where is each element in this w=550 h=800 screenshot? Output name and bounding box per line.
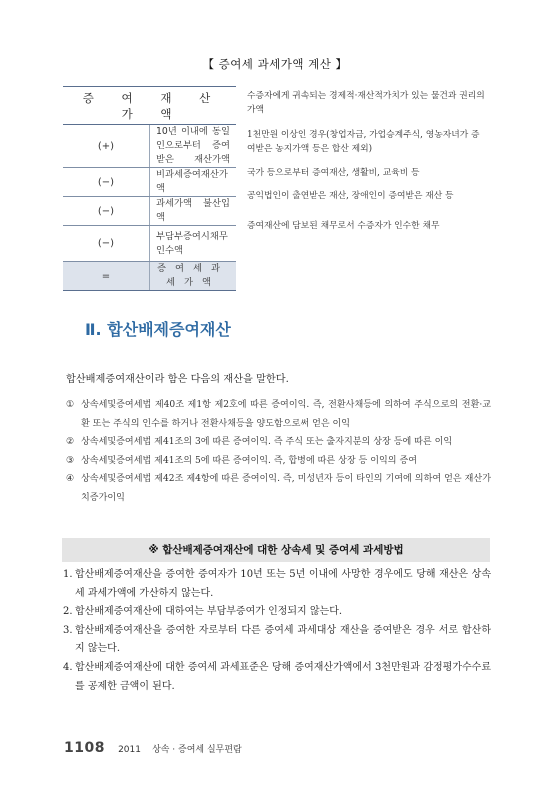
list-item-text: 합산배제증여재산을 증여한 증여자가 10년 또는 5년 이내에 사망한 경우에도 당해 재산은 상속세 과세가액에 가산하지 않는다. <box>75 569 491 599</box>
row-label: 비과세증여재산가액 <box>150 168 237 197</box>
note-title-bar: ※ 합산배제증여재산에 대한 상속세 및 증여세 과세방법 <box>62 538 490 562</box>
list-item <box>63 566 491 603</box>
list-item-text: 상속세및증여세법 제40조 제1항 제2호에 따른 증여이익. 즉, 전환사채등에 의하여 주식으로의 전환·교환 또는 주식의 인수를 하거나 전환사채등을 양도함으로써 얻은 이익 <box>81 400 491 429</box>
intro-text: 합산배제증여재산이라 함은 다음의 재산을 말한다. <box>66 374 289 385</box>
row-operator: (−) <box>63 168 150 197</box>
list-item-text: 합산배제증여재산을 증여한 자로부터 다른 증여세 과세대상 재산을 증여받은 경우 서로 합산하지 않는다. <box>75 624 491 655</box>
row-operator: (+) <box>63 125 150 168</box>
list-item-number: 2. <box>63 606 73 618</box>
row-description: 국가 등으로부터 증여재산, 생활비, 교육비 등 <box>247 168 420 178</box>
row-operator: = <box>63 262 150 291</box>
list-item <box>63 659 491 696</box>
row-operator: (−) <box>63 197 150 226</box>
table-header: 증 여 재 산 가 액 <box>63 87 236 125</box>
header-description: 수증자에게 귀속되는 경제적·재산적가치가 있는 물건과 권리의 가액 <box>247 91 485 115</box>
row-description: 공익법인이 출연받은 재산, 장애인이 증여받은 재산 등 <box>247 191 454 201</box>
list-item <box>66 470 491 507</box>
list-item-number: ① <box>66 400 75 410</box>
list-item <box>66 396 491 433</box>
page-footer <box>64 737 242 756</box>
table-row <box>63 168 236 197</box>
row-label: 과세가액 불산입액 <box>150 197 237 226</box>
list-item <box>63 603 491 622</box>
footer-year: 2011 <box>118 745 141 755</box>
list-item <box>63 622 491 659</box>
table-row <box>63 125 236 168</box>
list-item-text: 합산배제증여재산에 대하여는 부담부증여가 인정되지 않는다. <box>75 606 343 618</box>
table-header-row <box>63 87 236 125</box>
list-item-text: 상속세및증여세법 제41조의 5에 따른 증여이익. 즉, 합병에 따른 상장 등 이익의 증여 <box>81 455 418 466</box>
taxation-rules-list <box>63 566 491 696</box>
table-row-total <box>63 262 236 291</box>
row-operator: (−) <box>63 226 150 262</box>
list-item-text: 합산배제증여재산에 대한 증여세 과세표준은 당해 증여재산가액에서 3천만원과 감정평가수수료를 공제한 금액이 된다. <box>75 661 491 692</box>
box-title: 【 증여세 과세가액 계산 】 <box>202 57 348 71</box>
list-item-number: ② <box>66 437 75 447</box>
list-item-text: 상속세및증여세법 제42조 제4항에 따른 증여이익. 즉, 미성년자 등이 타인의 기여에 의하여 얻은 재산가치증가이익 <box>81 474 491 503</box>
row-description: 1천만원 이상인 경우(창업자금, 가업승계주식, 영농자녀가 증여받은 농지가액 등은 합산 제외) <box>247 130 480 154</box>
table-row <box>63 226 236 262</box>
list-item-number: 4. <box>63 661 73 673</box>
row-label: 증여세과세가액 <box>150 262 237 291</box>
list-item-number: 3. <box>63 624 73 636</box>
list-item-number: ④ <box>66 474 75 484</box>
list-item <box>66 433 491 452</box>
row-label: 10년 이내에 동일인으로부터 증여 받은 재산가액 <box>150 125 237 168</box>
row-label: 부담부증여시채무인수액 <box>150 226 237 262</box>
page-number: 1108 <box>64 740 105 756</box>
property-list <box>66 396 491 507</box>
footer-book-title: 상속 · 증여세 실무편람 <box>152 745 242 755</box>
list-item-text: 상속세및증여세법 제41조의 3에 따른 증여이익. 즉 주식 또는 출자지분의 상장 등에 따른 이익 <box>81 437 453 447</box>
list-item-number: ③ <box>66 455 75 466</box>
gift-tax-calculation-table <box>63 86 236 291</box>
list-item <box>66 452 491 471</box>
list-item-number: 1. <box>63 569 73 580</box>
row-description: 증여재산에 담보된 채무로서 수증자가 인수한 채무 <box>247 221 440 231</box>
section-heading: Ⅱ. 합산배제증여재산 <box>85 320 231 339</box>
table-row <box>63 197 236 226</box>
